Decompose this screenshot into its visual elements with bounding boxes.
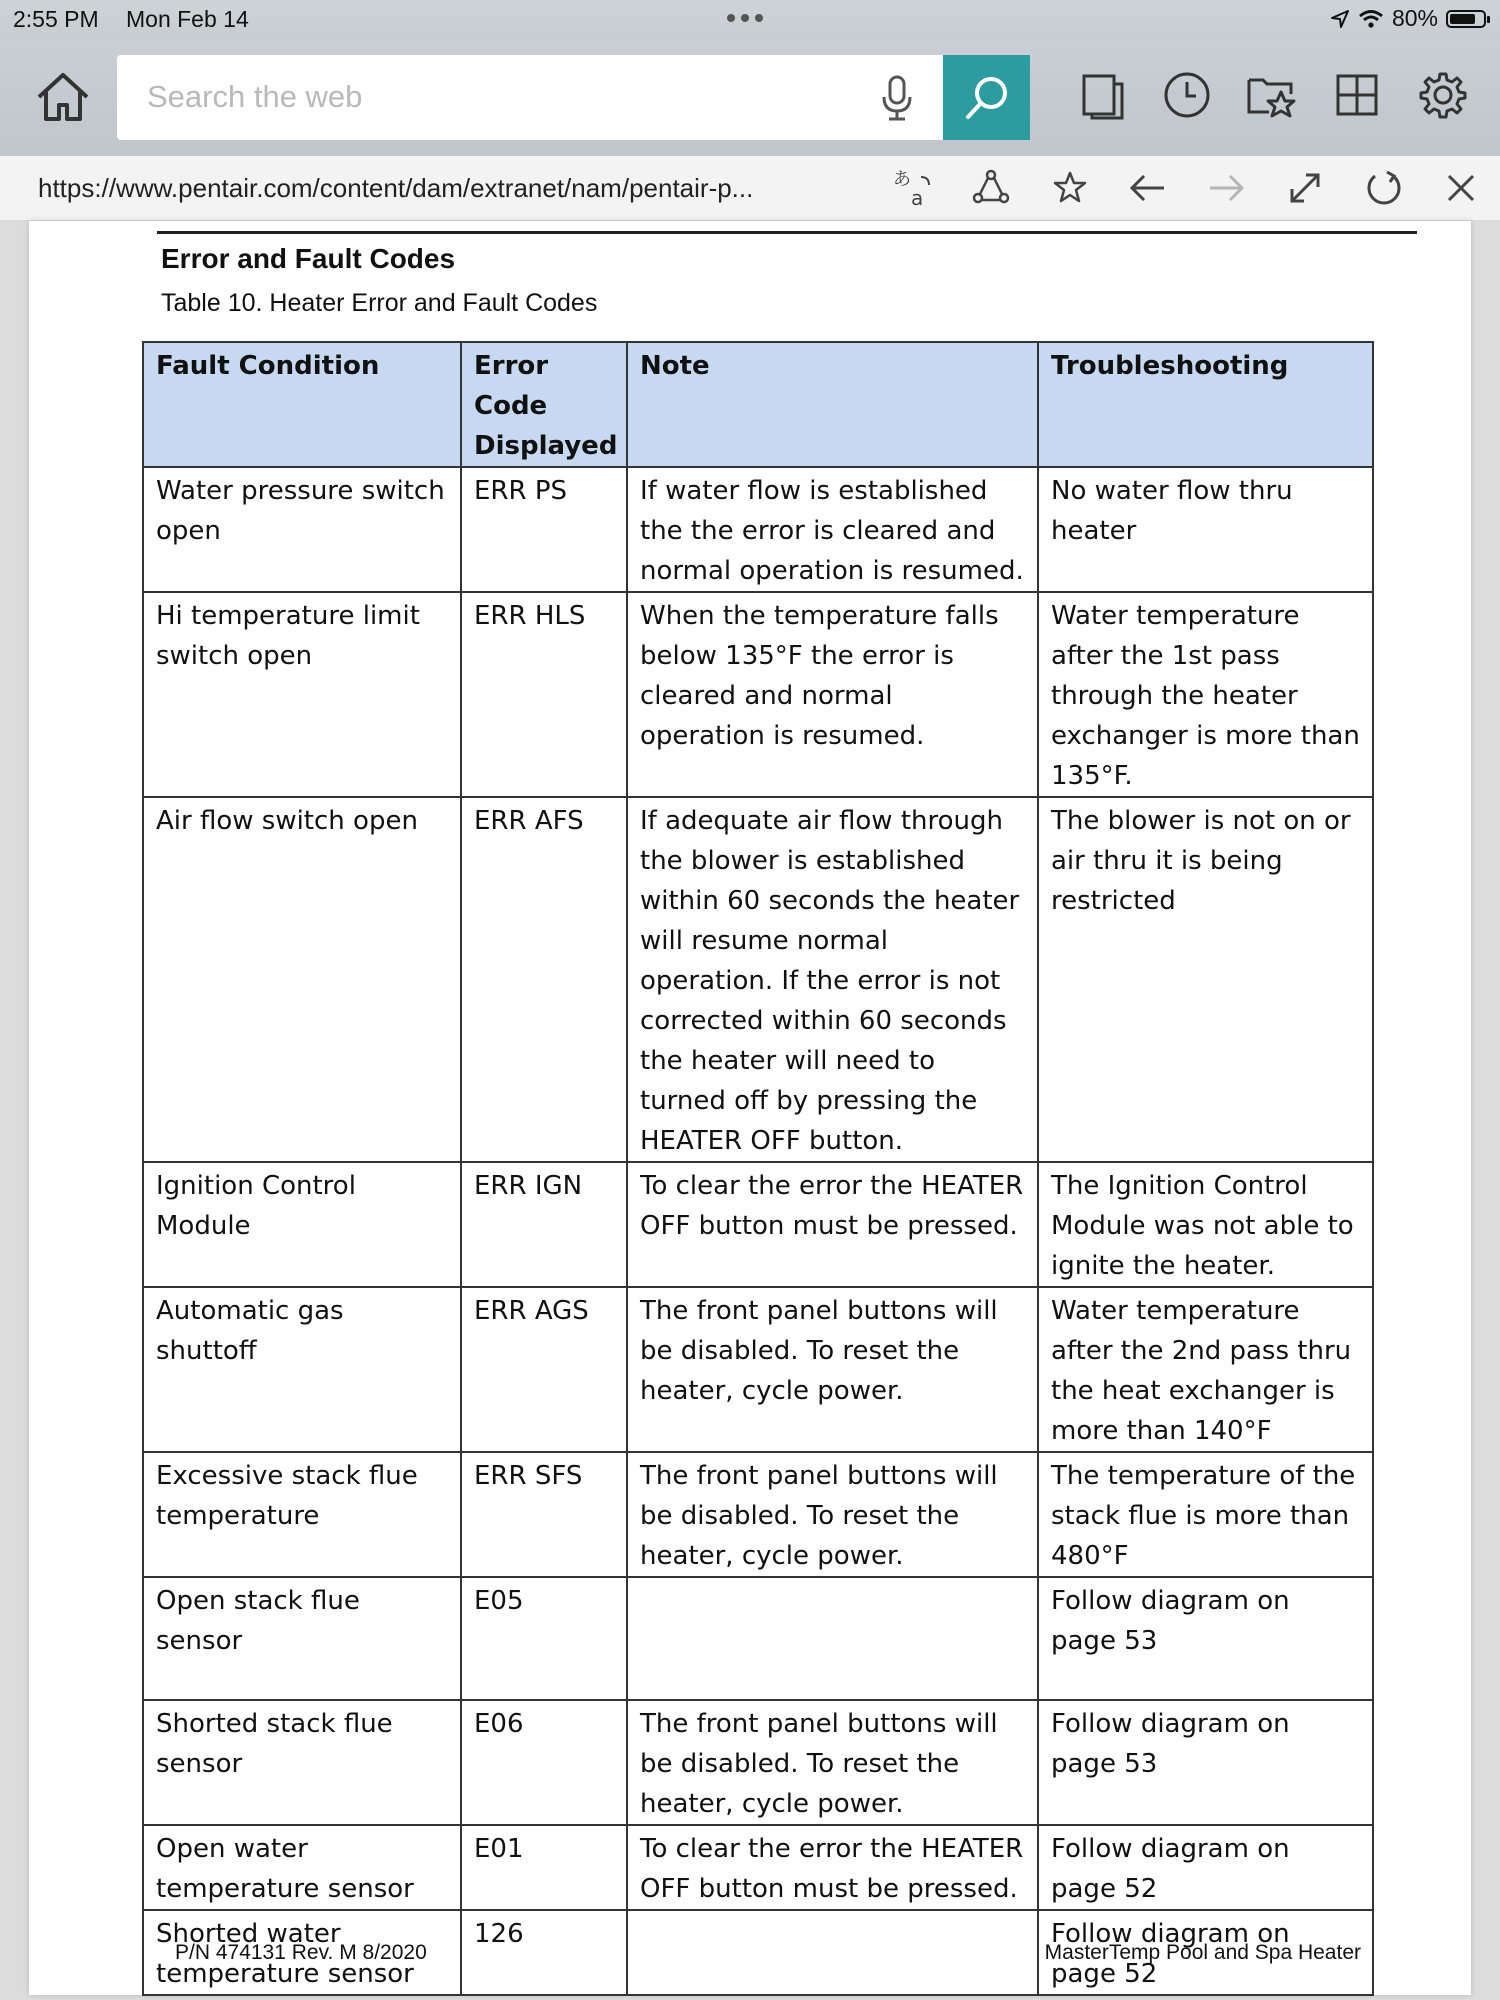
search-box [117, 55, 943, 140]
star-icon [1052, 170, 1088, 206]
favorites-folder-icon [1245, 70, 1297, 120]
reload-button[interactable] [1358, 166, 1408, 210]
fault-condition-cell: Open water temperature sensor [143, 1825, 461, 1910]
close-icon [1445, 172, 1477, 204]
note-cell: The front panel buttons will be disabled. To reset the heater, cycle power. [627, 1452, 1038, 1577]
error-code-cell: E01 [461, 1825, 627, 1910]
error-code-cell: ERR AFS [461, 797, 627, 1162]
error-code-cell: E05 [461, 1577, 627, 1700]
table-row [143, 1700, 1373, 1825]
fault-condition-cell: Hi temperature limit switch open [143, 592, 461, 797]
note-cell [627, 1910, 1038, 1995]
fault-condition-cell: Ignition Control Module [143, 1162, 461, 1287]
table-row [143, 467, 1373, 592]
history-button[interactable] [1157, 65, 1217, 125]
column-header: Error Code Displayed [461, 342, 627, 467]
search-icon [962, 73, 1012, 123]
note-cell: If water flow is established the the error is cleared and normal operation is resumed. [627, 467, 1038, 592]
fault-condition-cell: Automatic gas shuttoff [143, 1287, 461, 1452]
error-codes-table [142, 341, 1374, 1996]
grid-icon [1334, 72, 1380, 118]
column-header: Note [627, 342, 1038, 467]
settings-button[interactable] [1413, 65, 1473, 125]
translate-icon [891, 167, 935, 209]
troubleshooting-cell: The blower is not on or air thru it is being restricted [1038, 797, 1373, 1162]
microphone-icon [880, 75, 914, 121]
svg-text:a: a [911, 186, 924, 209]
status-indicators [1330, 5, 1486, 32]
fault-condition-cell: Open stack flue sensor [143, 1577, 461, 1700]
error-code-cell: ERR HLS [461, 592, 627, 797]
note-cell: When the temperature falls below 135°F the error is cleared and normal operation is resumed. [627, 592, 1038, 797]
note-cell: If adequate air flow through the blower is established within 60 seconds the heater will resume normal operation. If the error is not corrected within 60 seconds the heater will need to turned off by pressing the HEATER OFF button. [627, 797, 1038, 1162]
table-row [143, 592, 1373, 797]
note-cell: The front panel buttons will be disabled. To reset the heater, cycle power. [627, 1287, 1038, 1452]
error-code-cell: 126 [461, 1910, 627, 1995]
troubleshooting-cell: Follow diagram on page 52 [1038, 1910, 1373, 1995]
status-bar [0, 0, 1500, 40]
refresh-icon [1363, 168, 1403, 208]
share-button[interactable] [966, 166, 1016, 210]
troubleshooting-cell: The Ignition Control Module was not able to ignite the heater. [1038, 1162, 1373, 1287]
table-row [143, 1162, 1373, 1287]
table-row [143, 1825, 1373, 1910]
table-header-row [143, 342, 1373, 467]
battery-icon [1446, 10, 1486, 28]
add-favorite-button[interactable] [1045, 166, 1095, 210]
location-arrow-icon [1330, 9, 1350, 29]
part-number: P/N 474131 Rev. M 8/2020 [175, 1941, 427, 1964]
table-row [143, 797, 1373, 1162]
close-button[interactable] [1436, 166, 1486, 210]
voice-search-button[interactable] [872, 73, 922, 123]
search-input[interactable] [145, 73, 849, 121]
fault-condition-cell: Shorted stack flue sensor [143, 1700, 461, 1825]
clock-icon [1162, 70, 1212, 120]
expand-icon [1286, 169, 1324, 207]
tabs-icon [1078, 70, 1128, 120]
table-row [143, 1577, 1373, 1700]
gear-icon [1418, 70, 1468, 120]
note-cell: To clear the error the HEATER OFF button must be pressed. [627, 1162, 1038, 1287]
troubleshooting-cell: Water temperature after the 2nd pass thru the heat exchanger is more than 140°F [1038, 1287, 1373, 1452]
tabs-button[interactable] [1073, 65, 1133, 125]
section-heading: Error and Fault Codes [161, 243, 456, 274]
browser-toolbar [0, 40, 1500, 156]
note-cell [627, 1577, 1038, 1700]
product-name: MasterTemp Pool and Spa Heater [1044, 1941, 1361, 1964]
status-date: Mon Feb 14 [126, 6, 249, 32]
url-text[interactable]: https://www.pentair.com/content/dam/extranet/nam/pentair-p... [38, 173, 754, 203]
apps-button[interactable] [1327, 65, 1387, 125]
translate-button[interactable] [888, 166, 938, 210]
forward-button[interactable] [1201, 166, 1251, 210]
troubleshooting-cell: Follow diagram on page 52 [1038, 1825, 1373, 1910]
battery-percent: 80% [1391, 5, 1438, 31]
fault-condition-cell: Air flow switch open [143, 797, 461, 1162]
back-button[interactable] [1123, 166, 1173, 210]
home-button[interactable] [28, 62, 98, 132]
multitasking-dots-icon[interactable] [727, 14, 763, 22]
forward-arrow-icon [1206, 170, 1246, 206]
note-cell: The front panel buttons will be disabled. To reset the heater, cycle power. [627, 1700, 1038, 1825]
troubleshooting-cell: Follow diagram on page 53 [1038, 1700, 1373, 1825]
fault-condition-cell: Excessive stack flue temperature [143, 1452, 461, 1577]
status-time: 2:55 PM [13, 6, 99, 32]
back-arrow-icon [1128, 170, 1168, 206]
address-bar [0, 156, 1500, 221]
table-caption: Table 10. Heater Error and Fault Codes [161, 289, 598, 317]
troubleshooting-cell: Water temperature after the 1st pass through the heater exchanger is more than 135°F. [1038, 592, 1373, 797]
search-submit-button[interactable] [943, 55, 1030, 140]
fault-condition-cell: Water pressure switch open [143, 467, 461, 592]
share-icon [971, 168, 1011, 208]
header-rule [157, 231, 1417, 234]
error-code-cell: ERR PS [461, 467, 627, 592]
table-row [143, 1452, 1373, 1577]
pdf-page [29, 221, 1471, 1995]
error-code-cell: E06 [461, 1700, 627, 1825]
fault-condition-cell: Shorted water temperature sensor [143, 1910, 461, 1995]
home-icon [33, 67, 93, 127]
error-code-cell: ERR IGN [461, 1162, 627, 1287]
column-header: Troubleshooting [1038, 342, 1373, 467]
note-cell: To clear the error the HEATER OFF button must be pressed. [627, 1825, 1038, 1910]
error-code-cell: ERR SFS [461, 1452, 627, 1577]
favorites-button[interactable] [1241, 65, 1301, 125]
troubleshooting-cell: The temperature of the stack flue is more than 480°F [1038, 1452, 1373, 1577]
table-row [143, 1287, 1373, 1452]
fullscreen-button[interactable] [1280, 166, 1330, 210]
svg-text:あ: あ [893, 169, 911, 190]
error-code-cell: ERR AGS [461, 1287, 627, 1452]
column-header: Fault Condition [143, 342, 461, 467]
wifi-icon [1358, 9, 1384, 29]
troubleshooting-cell: No water flow thru heater [1038, 467, 1373, 592]
troubleshooting-cell: Follow diagram on page 53 [1038, 1577, 1373, 1700]
